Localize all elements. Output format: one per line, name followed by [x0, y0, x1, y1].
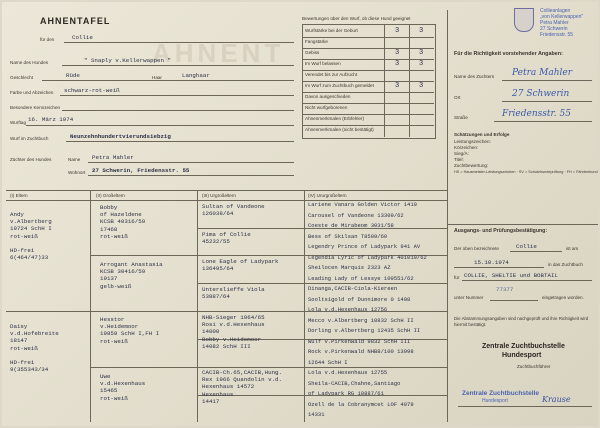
parent-entry: v.Albertberg [10, 218, 52, 226]
rating-label: Ahnenmerkmalen (nicht bestätigt) [305, 127, 374, 132]
greatgreatgrandparent-entry: Bess of Skilsan T8509/60 [308, 232, 388, 240]
greatgrandparent-entry: Hexenhaus 14572 [202, 383, 255, 391]
grandparent-entry: rot-weiß [100, 394, 128, 402]
office-sub: Hundesport [502, 352, 542, 359]
greatgreatgrandparent-entry: Lariene Vanara Golden Victor 1410 [308, 201, 417, 208]
greatgreatgrandparent-entry: Leading Lady of Lessye 109551/62 [308, 274, 414, 282]
rating-value-a: 3 [395, 60, 400, 68]
greatgreatgrandparent-entry: Mecco v.Albertberg 10832 SchH II [308, 316, 414, 324]
rating-value-a: 3 [395, 82, 400, 90]
rating-label: Verendet bis zur Aufzucht [305, 72, 358, 77]
studbook-label: Wurf im Zuchtbuch [10, 136, 49, 141]
registration-text-2: ist am [566, 246, 579, 251]
greatgreatgrandparent-entry: Sheilocen Marquis 2323 AZ [308, 264, 391, 271]
awards-line-3: Sieg/A: [454, 151, 469, 156]
watermark: AHNENT [152, 38, 285, 68]
greatgrandparent-entry: 136495/64 [202, 265, 234, 273]
greatgreatgrandparent-entry: Rock v.Pirkenwald NHB8/100 13998 [308, 348, 414, 355]
parent-entry: HD-frei [10, 247, 35, 254]
grandparent-entry: KCSB 30416/59 [100, 268, 146, 276]
awards-heading: Schätzungen und Erfolge [454, 132, 510, 137]
greatgreatgrandparent-entry: 12644 SchH I [308, 358, 348, 366]
residence-label: Wohnort [68, 170, 86, 175]
owner-name-label: Name des Züchters [454, 74, 495, 79]
parent-entry: HD-frei [10, 359, 35, 366]
greatgreatgrandparent-entry: Coeste de Mirabeom 3031/58 [308, 222, 394, 229]
owner-name-signature: Petra Mahler [512, 68, 573, 78]
greatgreatgrandparent-entry: Lola v.d.Hexenhaus 12755 [308, 369, 388, 376]
awards-line-4: Titel: [454, 157, 464, 162]
office-name: Zentrale Zuchtbuchstelle [482, 343, 565, 350]
registration-text-5: unter Nummer [454, 295, 484, 300]
greatgrandparent-entry: Unterslieffe Viola [202, 286, 265, 293]
parent-entry: Daisy [10, 323, 28, 330]
registration-book: COLLIE, SHELTIE und BOBTAIL [464, 272, 558, 279]
owner-street-label: Straße [454, 115, 468, 120]
residence-value: 27 Schwerin, Friedensstr. 55 [92, 167, 190, 174]
greatgrandparent-entry: Pima of Collie [202, 231, 251, 238]
stamp-line-1: Collieanlagen [540, 8, 571, 14]
rating-label: Im Wurf zum Zuchtbuch gemeldet [305, 83, 374, 88]
col-header-greatgreatgrandparents: (IV) Ururgroßeltern [308, 193, 347, 198]
rating-value-a: 3 [395, 49, 400, 57]
greatgreatgrandparent-entry: Carousel of Vandeone 13309/62 [308, 211, 404, 219]
greatgreatgrandparent-entry: Legendry Prince of Ladypark 941 AV [308, 243, 421, 250]
grandparent-entry: Arrogant Anastasia [100, 261, 163, 268]
grandparent-entry: 17468 [100, 225, 118, 233]
rating-label: Im Wurf belassen [305, 61, 341, 66]
awards-note: HS = Hausmeister-Leistungszeichen · SV = Schutzhundeprüfung · FH = Fährtenhund [454, 170, 598, 174]
color-label: Farbe und Abzeichen [10, 90, 54, 95]
rating-label: Wurfstärke bei der Geburt [305, 28, 358, 33]
registration-heading: Ausgangs- und Prüfungsbestätigung: [454, 228, 548, 234]
greatgrandparent-entry: 53887/64 [202, 293, 230, 301]
rating-label: Nicht wurfgeborenen [305, 105, 348, 110]
parent-entry: 6(464/47)33 [10, 254, 49, 262]
rating-label: Fangstärke [305, 39, 328, 44]
dog-name-value: " Snaply v.Kellerwappen " [84, 57, 171, 64]
rating-label: Ahnenmerkmalen (Erbfehler) [305, 116, 364, 121]
stamp-line-5: Friedensstr. 55 [540, 32, 574, 38]
greatgreatgrandparent-entry: Sheila-CACIB,Chahne,Santiago [308, 379, 401, 387]
breeder-name-value: Petra Mahler [92, 154, 134, 161]
col-header-greatgrandparents: (III) Urgroßeltern [202, 193, 236, 198]
greatgreatgrandparent-entry: Legendia Lyric of Ladypark 401019/62 [308, 253, 427, 261]
registration-text-1: Der oben bezeichnete [454, 246, 499, 251]
parent-entry: 9(355343/34 [10, 366, 49, 374]
greatgrandparent-entry: Rex 1966 Quandolin v.d. [202, 376, 283, 384]
parent-entry: v.d.Hofebreite [10, 330, 59, 338]
office-stamp-line-1: Zentrale Zuchtbuchstelle [462, 390, 539, 397]
awards-line-2: Körzeichen: [454, 145, 479, 150]
owner-place-label: Ort [454, 95, 461, 100]
breeder-label: Züchter des Hundes [10, 157, 52, 162]
greatgreatgrandparent-entry: 14331 [308, 411, 325, 418]
grandparent-entry: gelb-weiß [100, 282, 132, 290]
owner-heading: Für die Richtigkeit vorstehender Angaben: [454, 51, 563, 57]
grandparent-entry: Uwe [100, 373, 111, 380]
greatgrandparent-entry: Hexenhaus [202, 390, 234, 398]
sex-value: Rüde [66, 72, 80, 79]
coat-value: Langhaar [182, 72, 210, 79]
registration-date: 15.10.1974 [474, 259, 509, 266]
registration-note: Die Abstammungsangaben sind nachgeprüft und ihre Richtigkeit wird hiermit bestätigt. [454, 316, 589, 327]
registration-text-4: für [454, 275, 460, 280]
greatgreatgrandparent-entry: Dorling v.Albertberg 12435 SchH II [308, 327, 421, 334]
grandparent-entry: of Hazeldene [100, 211, 142, 219]
rating-label: Gebiss [305, 50, 320, 55]
sex-label: Geschlecht [10, 75, 33, 80]
grandparent-entry: Hesstor [100, 316, 125, 323]
greatgrandparent-entry: 45232/55 [202, 238, 230, 246]
col-header-grandparents: (II) Großeltern [96, 193, 125, 198]
marks-label: Besondere Kennzeichen [10, 105, 61, 110]
rating-label: Davon ausgeschieden [305, 94, 351, 99]
breed-value: Collie [72, 34, 93, 41]
owner-street-signature: Friedensstr. 55 [502, 109, 571, 119]
registration-text-3: in das Zuchtbuch [548, 262, 583, 267]
pedigree-sheet [2, 2, 598, 426]
grandparent-entry: 19137 [100, 275, 118, 283]
registration-breed: Collie [516, 243, 537, 250]
greatgreatgrandparent-entry: Wulf v.Pirkenwald 9832 SchH III [308, 337, 411, 345]
greatgreatgrandparent-entry: Lola v.d.Hexenhaus 12756 [308, 306, 388, 313]
greatgreatgrandparent-entry: Ozell de la Cobranymcet LOF 4079 [308, 400, 414, 408]
grandparent-entry: 19859 SchH I,FH I [100, 330, 160, 338]
greatgreatgrandparent-entry: Dinanga,CACIB-Ciola-Kiereen [308, 285, 398, 292]
col-header-parents: (I) Eltern [10, 193, 28, 198]
coat-label: Haar [152, 75, 162, 80]
greatgrandparent-entry: 14082 SchH III [202, 342, 251, 350]
greatgreatgrandparent-entry: Sooltsigold of Dunnimore 0 1498 [308, 295, 411, 303]
stamp-line-4: 27 Schwerin [540, 26, 568, 32]
registrar-signature: Krause [542, 395, 571, 404]
registration-text-6: eingetragen worden. [542, 295, 584, 300]
stamp-line-2: „von Kellerwappen" [540, 14, 584, 20]
rating-value-b: 3 [419, 49, 424, 57]
rating-value-a: 3 [395, 27, 400, 35]
parent-entry: rot-weiß [10, 232, 38, 240]
stamp-line-3: Petra Mahler [540, 20, 569, 26]
awards-line-5: Zuchtbewertung: [454, 163, 489, 168]
document-title: AHNENTAFEL [40, 16, 111, 26]
greatgrandparent-entry: Lone Eagle of Ladypark [202, 258, 279, 265]
greatgrandparent-entry: NHB-Sieger 1964/65 [202, 314, 265, 321]
office-stamp-line-2: Hundesport [482, 398, 508, 404]
parent-entry: rot-weiß [10, 344, 38, 352]
grandparent-entry: 15465 [100, 387, 118, 395]
greatgrandparent-entry: CACIB-Ch.65,CACIB,Hung. [202, 369, 283, 376]
coat-of-arms-icon [514, 8, 534, 32]
ratings-heading: Bewertungen über den Wurf, ob diese Hund geeignet [302, 16, 411, 21]
grandparent-entry: rot-weiß [100, 337, 128, 345]
whelped-value: 16. März 1974 [28, 116, 74, 123]
grandparent-entry: v.d.Hexenhaus [100, 380, 146, 388]
greatgrandparent-entry: 14000 [202, 328, 220, 336]
rating-value-b: 3 [419, 82, 424, 90]
breeder-name-label: Name [68, 157, 81, 162]
greatgrandparent-entry: Rosi v.d.Hexenhaus [202, 321, 265, 329]
greatgreatgrandparent-entry: of Ladypark RG 10887/61 [308, 390, 384, 397]
grandparent-entry: Bobby [100, 204, 118, 211]
color-value: schwarz-rot-weiß [64, 87, 120, 94]
grandparent-entry: v.Heidemoor [100, 323, 139, 331]
parent-entry: Andy [10, 211, 24, 218]
registration-number: 77377 [496, 286, 514, 293]
grandparent-entry: rot-weiß [100, 232, 128, 240]
name-label: Name des Hundes [10, 60, 49, 65]
greatgrandparent-entry: 126038/64 [202, 210, 234, 218]
fuer-den-label: für den [40, 37, 55, 42]
whelped-label: Wurftag [10, 120, 26, 125]
parent-entry: 18147 [10, 337, 28, 345]
awards-line-1: Leistungszeichen: [454, 139, 491, 144]
greatgrandparent-entry: Bobby v.Heidemoor [202, 335, 262, 343]
greatgrandparent-entry: Sultan of Vandeone [202, 203, 265, 210]
owner-place-signature: 27 Schwerin [512, 89, 570, 99]
greatgrandparent-entry: 14417 [202, 397, 220, 405]
rating-value-b: 3 [419, 60, 424, 68]
grandparent-entry: KCSB 40316/59 [100, 218, 146, 226]
office-small: Zuchtbuchführer [517, 364, 551, 369]
parent-entry: 19724 SchH I [10, 225, 52, 233]
rating-value-b: 3 [419, 27, 424, 35]
studbook-value: Neunzehnhundertvierundsiebzig [70, 133, 171, 140]
